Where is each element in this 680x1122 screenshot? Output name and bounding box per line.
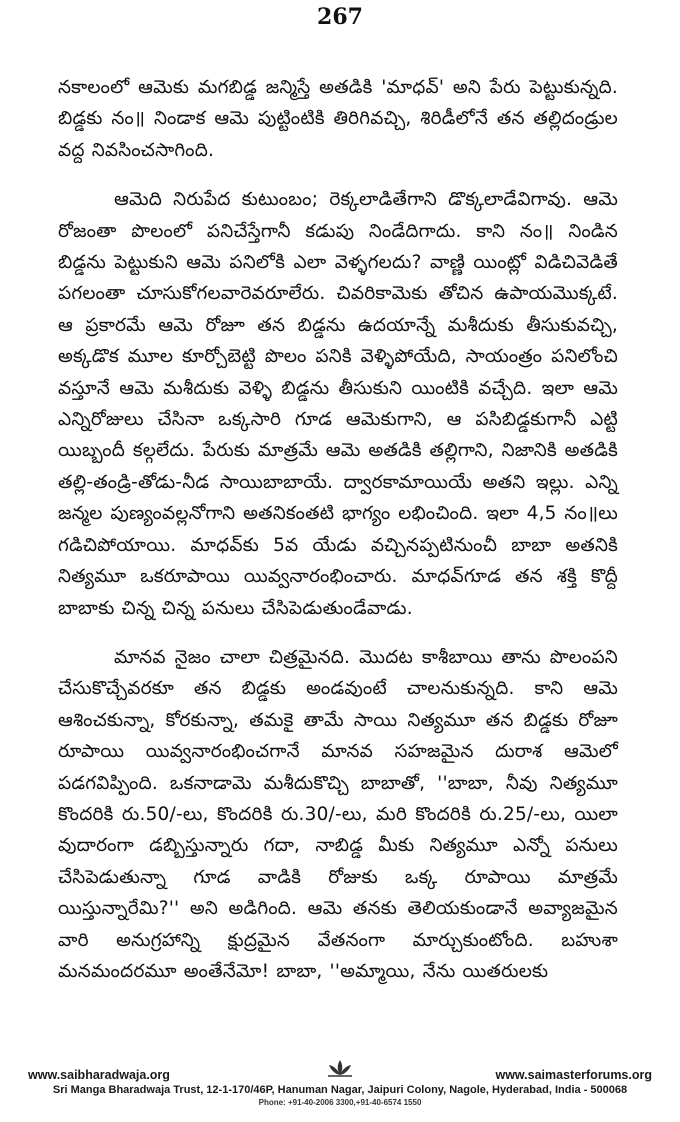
page-body [58,72,618,987]
paragraph-1: నకాలంలో ఆమెకు మగబిడ్డ జన్మిస్తే అతడికి 'మాధవ్' అని పేరు పెట్టుకున్నది. బిడ్డకు నం॥ నిండాక ఆమె పుట్టింటికి తిరిగివచ్చి, శిరిడీలోనే తన తల్లిదండ్రుల వద్ద నివసించసాగింది. [58,77,618,161]
paragraph-2: ఆమెది నిరుపేద కుటుంబం; రెక్కలాడితేగాని డొక్కలాడేవిగావు. ఆమె రోజంతా పొలంలో పనిచేస్తేగానీ కడుపు నిండేదిగాదు. కాని నం॥ నిండిన బిడ్డను పెట్టుకుని ఆమె పనిలోకి ఎలా వెళ్ళగలదు? వాణ్ణి యింట్లో విడిచివెడితే పగలంతా చూసుకోగలవారెవరూలేరు. చివరికామెకు తోచిన ఉపాయమొక్కటే. ఆ ప్రకారమే ఆమె రోజూ తన బిడ్డను ఉదయాన్నే మశీదుకు తీసుకువచ్చి, అక్కడొక మూల కూర్చోబెట్టి పొలం పనికి వెళ్ళిపోయేది, సాయంత్రం పనిలోంచి వస్తూనే ఆమె మశీదుకు వెళ్ళి బిడ్డను తీసుకుని యింటికి వచ్చేది. ఇలా ఆమె ఎన్నిరోజులు చేసినా ఒక్కసారి గూడ ఆమెకుగాని, ఆ పసిబిడ్డకుగానీ ఎట్టి యిబ్బందీ కల్గలేదు. పేరుకు మాత్రమే ఆమె అతడికి తల్లిగాని, నిజానికి అతడికి తల్లి-తండ్రి-తోడు-నీడ సాయిబాబాయే. ద్వారకామాయియే అతని ఇల్లు. ఎన్ని జన్మల పుణ్యంవల్లనోగాని అతనికంతటి భాగ్యం లభించింది. ఇలా 4,5 నం॥లు గడిచిపోయాయి. మాధవ్‌కు 5వ యేడు వచ్చినప్పటినుంచీ బాబా అతనికి నిత్యమూ ఒకరూపాయి యివ్వనారంభించారు. మాధవ్‌గూడ తన శక్తి కొద్దీ బాబాకు చిన్న చిన్న పనులు చేసిపెడుతుండేవాడు. [58,189,618,619]
footer-address: Sri Manga Bharadwaja Trust, 12-1-170/46P, Hanuman Nagar, Jaipuri Colony, Nagole, Hyderabad, India - 500068 [52,1084,628,1096]
footer-phone: Phone: +91-40-2006 3300,+91-40-6574 1550 [258,1098,422,1107]
footer-url-row [28,1068,652,1084]
paragraph-gap [58,624,618,642]
footer-left-url[interactable]: www.saibharadwaja.org [28,1068,170,1082]
footer-right-url[interactable]: www.saimasterforums.org [495,1068,652,1082]
page-footer [0,1068,680,1122]
paragraph-gap [58,166,618,184]
paragraph-3: మానవ నైజం చాలా చిత్రమైనది. మొదట కాశీబాయి తాను పొలంపని చేసుకొచ్చేవరకూ తన బిడ్డకు అండవుంటే చాలనుకున్నది. కాని ఆమె ఆశించకున్నా, కోరకున్నా, తమకై తామే సాయి నిత్యమూ తన బిడ్డకు రోజూ రూపాయి యివ్వనారంభించగానే మానవ సహజమైన దురాశ ఆమెలో పడగవిప్పింది. ఒకనాడామె మశీదుకొచ్చి బాబాతో, ''బాబా, నీవు నిత్యమూ కొందరికి రు.50/-లు, కొందరికి రు.30/-లు, మరి కొందరికి రు.25/-లు, యిలా వుదారంగా డబ్బిస్తున్నారు గదా, నాబిడ్డ మీకు నిత్యమూ ఎన్నో పనులు చేసిపెడుతున్నా గూడ వాడికి రోజుకు ఒక్క రూపాయి మాత్రమే యిస్తున్నారేమి?'' అని అడిగింది. ఆమె తనకు తెలియకుండానే అవ్యాజమైన వారి అనుగ్రహాన్ని క్షుద్రమైన వేతనంగా మార్చుకుంటోంది. బహుశా మనమందరమూ అంతేనేమో! బాబా, ''అమ్మాయి, నేను యితరులకు [58,646,618,982]
page-number: 267 [317,4,363,30]
